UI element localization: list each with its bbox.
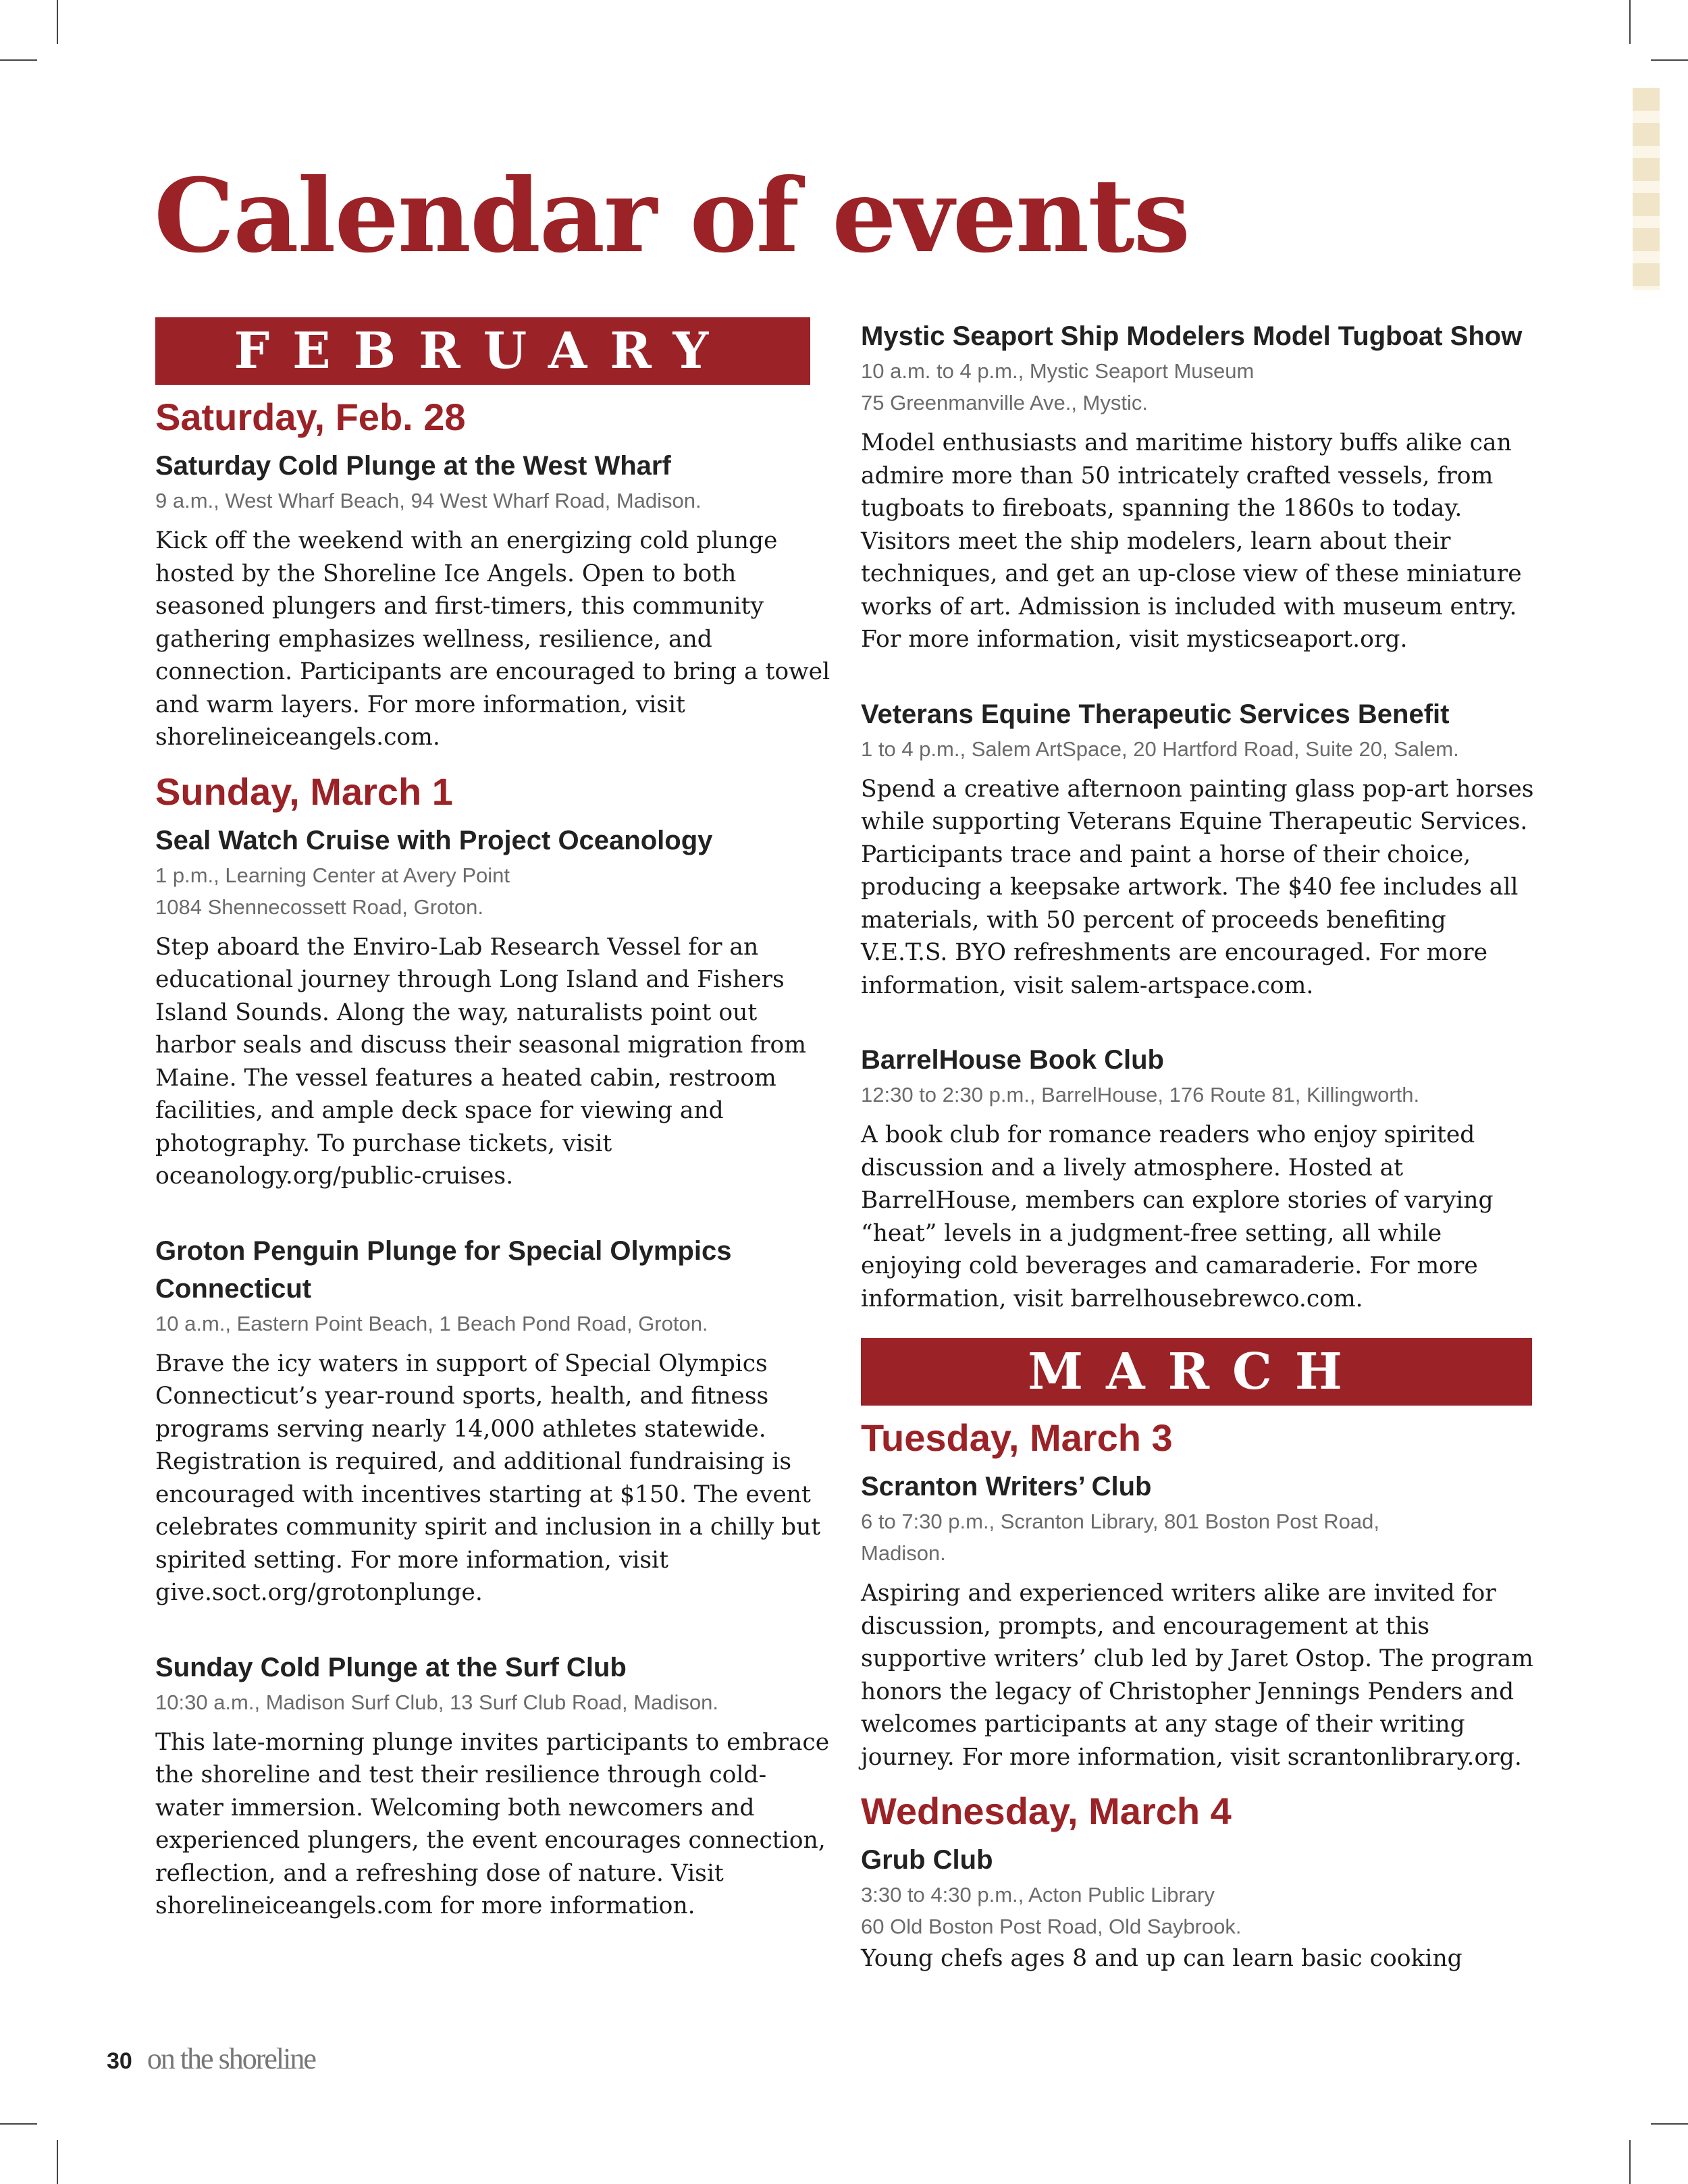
event-meta-line: 9 a.m., West Wharf Beach, 94 West Wharf Road, Madison. <box>155 489 702 512</box>
event-entry <box>861 1841 1536 1975</box>
day-heading: Saturday, Feb. 28 <box>155 396 466 438</box>
left-column <box>155 317 830 1923</box>
event-meta <box>861 1506 1536 1569</box>
event-title: Veterans Equine Therapeutic Services Benefit <box>861 699 1450 729</box>
event-title: Scranton Writers’ Club <box>861 1472 1152 1501</box>
event-description: Aspiring and experienced writers alike are invited for discussion, prompts, and encouragement at this supportive writers’ club led by Jaret Ostop. The program honors the legacy of Christopher Jennings Penders and welcomes participants at any stage of their writing journey. For more information, visit scrantonlibrary.org. <box>861 1580 1533 1771</box>
event-entry <box>155 1232 830 1609</box>
day-heading: Wednesday, March 4 <box>861 1790 1232 1832</box>
event-title: BarrelHouse Book Club <box>861 1045 1164 1075</box>
event-entry <box>155 447 830 754</box>
month-banner-march: MARCH <box>861 1338 1532 1406</box>
side-tab-decoration <box>1633 88 1660 290</box>
event-meta-line: 1 to 4 p.m., Salem ArtSpace, 20 Hartford Road, Suite 20, Salem. <box>861 737 1459 761</box>
crop-mark <box>1651 59 1688 61</box>
event-entry <box>861 1041 1536 1315</box>
event-meta-line: 60 Old Boston Post Road, Old Saybrook. <box>861 1915 1242 1938</box>
event-description: Spend a creative afternoon painting glass pop-art horses while supporting Veterans Equine Therapeutic Services. Participants trace and paint a horse of their choice, producing a keepsake artwork. The $40 fee includes all materials, with 50 percent of proceeds benefiting V.E.T.S. BYO refreshments are encouraged. For more information, visit salem-artspace.com. <box>861 775 1534 999</box>
event-meta-line: 3:30 to 4:30 p.m., Acton Public Library <box>861 1883 1215 1907</box>
event-description: Step aboard the Enviro-Lab Research Vessel for an educational journey through Long Island and Fishers Island Sounds. Along the way, naturalists point out harbor seals and discuss their seasonal migration from Maine. The vessel features a heated cabin, restroom facilities, and ample deck space for viewing and photography. To purchase tickets, visit oceanology.org/public-cruises. <box>155 933 807 1190</box>
day-heading: Tuesday, March 3 <box>861 1416 1173 1459</box>
event-meta-line: 1084 Shennecossett Road, Groton. <box>155 895 483 919</box>
event-meta-line: 6 to 7:30 p.m., Scranton Library, 801 Boston Post Road, <box>861 1510 1379 1533</box>
event-entry <box>861 695 1536 1003</box>
month-banner-february: FEBRUARY <box>155 317 810 385</box>
event-title: Mystic Seaport Ship Modelers Model Tugboat Show <box>861 321 1523 351</box>
event-meta-line: 10:30 a.m., Madison Surf Club, 13 Surf Club Road, Madison. <box>155 1690 718 1714</box>
crop-mark <box>1629 0 1631 44</box>
event-meta <box>861 1879 1536 1942</box>
event-description: This late-morning plunge invites participants to embrace the shoreline and test their resilience through cold-water immersion. Welcoming both newcomers and experienced plungers, the event encourages connection, reflection, and a refreshing dose of nature. Visit shorelineiceangels.com for more information. <box>155 1728 830 1919</box>
event-meta-line: 75 Greenmanville Ave., Mystic. <box>861 391 1148 415</box>
event-description: Model enthusiasts and maritime history buffs alike can admire more than 50 intricately crafted vessels, from tugboats to fireboats, spanning the 1860s to today. Visitors meet the ship modelers, learn about their techniques, and get an up-close view of these miniature works of art. Admission is included with museum entry. For more information, visit mysticseaport.org. <box>861 429 1522 653</box>
event-meta-line: Madison. <box>861 1541 946 1565</box>
event-meta-line: 10 a.m., Eastern Point Beach, 1 Beach Pond Road, Groton. <box>155 1311 708 1335</box>
event-title: Grub Club <box>861 1845 993 1875</box>
event-entry <box>155 822 830 1193</box>
day-heading: Sunday, March 1 <box>155 770 453 813</box>
event-meta <box>155 859 830 923</box>
event-meta <box>155 1686 830 1718</box>
event-entry <box>861 317 1536 656</box>
event-entry <box>155 1649 830 1923</box>
magazine-name: on the shoreline <box>147 2042 315 2075</box>
event-title: Saturday Cold Plunge at the West Wharf <box>155 451 671 481</box>
crop-mark <box>1629 2140 1631 2184</box>
event-meta-line: 10 a.m. to 4 p.m., Mystic Seaport Museum <box>861 359 1255 383</box>
event-title: Seal Watch Cruise with Project Oceanology <box>155 825 713 855</box>
event-description: Young chefs ages 8 and up can learn basic cooking <box>861 1945 1462 1972</box>
crop-mark <box>57 0 58 44</box>
event-meta <box>155 485 830 516</box>
event-entry <box>861 1468 1536 1774</box>
event-title: Groton Penguin Plunge for Special Olympics Connecticut <box>155 1235 732 1304</box>
event-meta-line: 12:30 to 2:30 p.m., BarrelHouse, 176 Route 81, Killingworth. <box>861 1083 1420 1107</box>
page-number: 30 <box>107 2048 132 2074</box>
event-title: Sunday Cold Plunge at the Surf Club <box>155 1652 627 1682</box>
event-meta <box>155 1308 830 1339</box>
event-meta <box>861 1079 1536 1111</box>
crop-mark <box>0 2123 37 2125</box>
event-description: A book club for romance readers who enjoy spirited discussion and a lively atmosphere. Hosted at BarrelHouse, members can explore stories of varying “heat” levels in a judgment-free setting, all while enjoying cold beverages and camaraderie. For more information, visit barrelhousebrewco.com. <box>861 1121 1494 1312</box>
event-meta <box>861 355 1536 419</box>
page-footer <box>107 2042 315 2076</box>
crop-mark <box>0 59 37 61</box>
crop-mark <box>1651 2123 1688 2125</box>
event-meta <box>861 733 1536 765</box>
page-title: Calendar of events <box>154 157 1189 275</box>
event-meta-line: 1 p.m., Learning Center at Avery Point <box>155 863 510 887</box>
crop-mark <box>57 2140 58 2184</box>
event-description: Kick off the weekend with an energizing cold plunge hosted by the Shoreline Ice Angels. Open to both seasoned plungers and first-timers, this community gathering emphasizes wellness, resilience, and connection. Participants are encouraged to bring a towel and warm layers. For more information, visit shorelineiceangels.com. <box>155 527 830 751</box>
right-column <box>861 317 1536 1975</box>
event-description: Brave the icy waters in support of Special Olympics Connecticut’s year-round sports, health, and fitness programs serving nearly 14,000 athletes statewide. Registration is required, and additional fundraising is encouraged with incentives starting at $150. The event celebrates community spirit and inclusion in a chilly but spirited setting. For more information, visit give.soct.org/grotonplunge. <box>155 1350 821 1606</box>
